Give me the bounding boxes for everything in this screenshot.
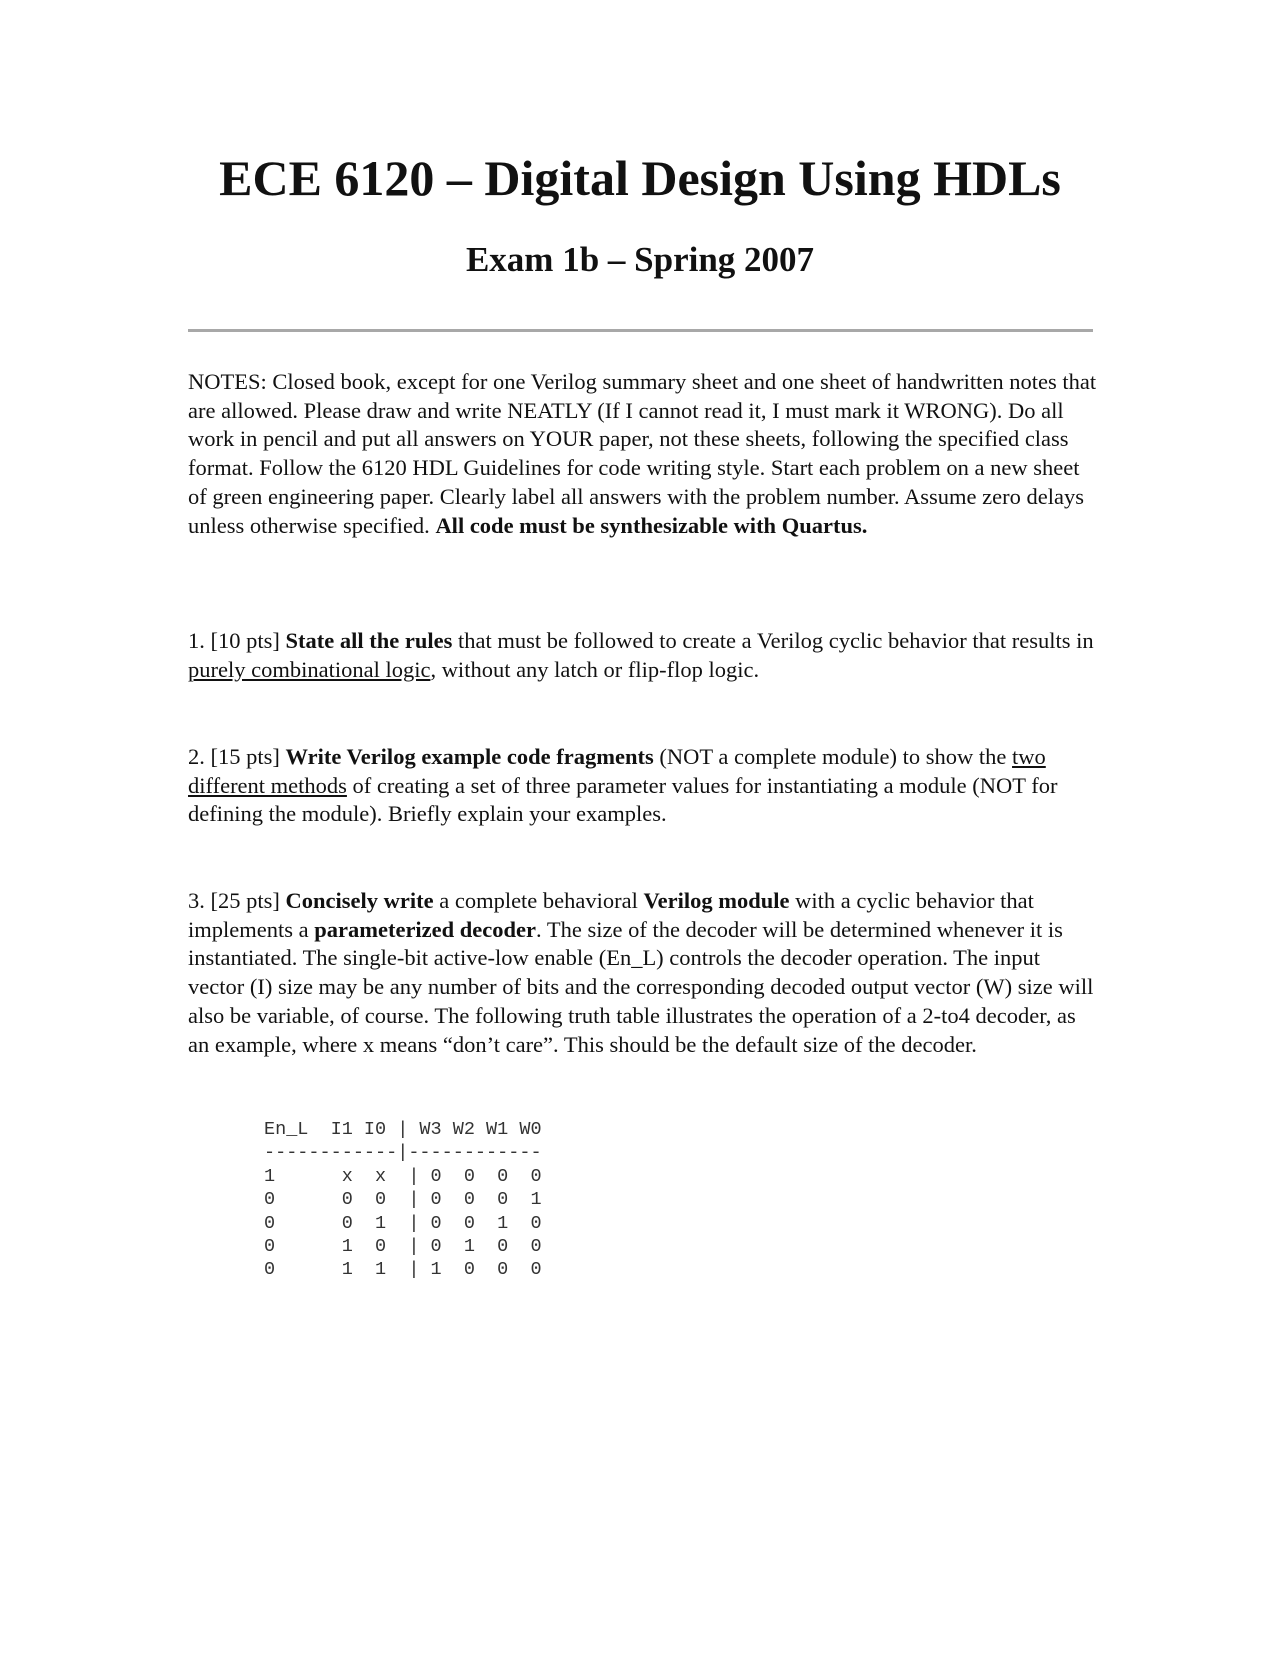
truth-table-header: En_L I1 I0 | W3 W2 W1 W0 <box>264 1119 542 1140</box>
truth-table-row: 0 0 1 | 0 0 1 0 <box>264 1212 542 1234</box>
question-2-prefix: 2. [15 pts] <box>188 744 286 769</box>
question-2-underline: two different methods <box>188 744 1046 798</box>
notes-paragraph <box>188 368 1098 540</box>
notes-text: NOTES: Closed book, except for one Verilog summary sheet and one sheet of handwritten notes that are allowed. Please draw and write NEATLY (If I cannot read it, I must mark it WRONG). Do all work in pencil and put all answers on YOUR paper, not these sheets, following the specified class format. Follow the 6120 HDL Guidelines for code writing style. Start each problem on a new sheet of green engineering paper. Clearly label all answers with the problem number. Assume zero delays unless otherwise specified. <box>188 369 1097 538</box>
page-title: ECE 6120 – Digital Design Using HDLs <box>219 150 1061 206</box>
question-3-text-1: a complete behavioral <box>433 888 644 913</box>
notes-bold-text: All code must be synthesizable with Quartus. <box>435 512 868 538</box>
question-3-text-2: with a cyclic behavior that implements a <box>188 888 1034 942</box>
question-1-text-2: , without any latch or flip-flop logic. <box>430 656 760 682</box>
question-1-prefix: 1. [10 pts] <box>188 628 286 653</box>
question-3-text-3: . The size of the decoder will be determined whenever it is instantiated. The single-bit active-low enable (En_L) controls the decoder operation. The input vector (I) size may be any number of bits and the corresponding decoded output vector (W) size will also be variable, of course. The following truth table illustrates the operation of a 2-to4 decoder, as an example, where x means “don’t care”. This should be the default size of the decoder. <box>188 916 1094 1057</box>
question-3 <box>188 887 1098 1059</box>
question-2-text-2: of creating a set of three parameter values for instantiating a module (NOT for defining the module). Briefly explain your examples. <box>188 772 1058 827</box>
question-1-bold: State all the rules <box>285 628 453 653</box>
truth-table-row: 0 0 0 | 0 0 0 1 <box>264 1189 542 1211</box>
question-2 <box>188 743 1098 829</box>
question-1-underline: purely combinational logic <box>188 656 431 682</box>
question-2-text-1: (NOT a complete module) to show the <box>653 744 1013 769</box>
truth-table-row: 0 1 0 | 0 1 0 0 <box>264 1236 542 1258</box>
exam-subtitle: Exam 1b – Spring 2007 <box>465 240 815 279</box>
question-3-bold-3: parameterized decoder <box>314 916 537 942</box>
truth-table-row: 0 1 1 | 1 0 0 0 <box>264 1259 542 1281</box>
question-3-prefix: 3. [25 pts] <box>188 888 286 913</box>
question-1 <box>188 627 1098 684</box>
divider <box>188 329 1093 332</box>
question-3-bold-1: Concisely write <box>285 888 434 913</box>
question-1-text-1: that must be followed to create a Verilog cyclic behavior that results in <box>452 628 1094 653</box>
question-3-bold-2: Verilog module <box>643 888 790 913</box>
truth-table-row: 1 x x | 0 0 0 0 <box>264 1165 542 1187</box>
question-2-bold: Write Verilog example code fragments <box>285 744 654 769</box>
truth-table <box>264 1118 542 1282</box>
truth-table-separator: ------------|------------ <box>264 1142 542 1164</box>
